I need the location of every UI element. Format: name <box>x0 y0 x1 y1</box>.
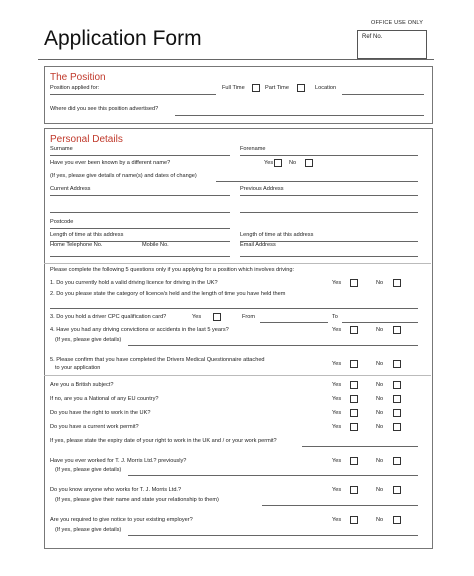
eligibility-divider <box>44 375 431 376</box>
right-to-work-no-checkbox[interactable] <box>393 409 401 417</box>
q1-yes-checkbox[interactable] <box>350 279 358 287</box>
permit-label: Do you have a current work permit? <box>50 424 139 430</box>
q3-to-label: To <box>332 314 338 320</box>
known-yes-checkbox[interactable] <box>274 159 282 167</box>
current-address-label: Current Address <box>50 186 91 192</box>
british-no-label: No <box>376 382 384 388</box>
expiry-field[interactable] <box>302 446 418 447</box>
q4-yes-checkbox[interactable] <box>350 326 358 334</box>
notice-yes-label: Yes <box>332 517 342 523</box>
part-time-label: Part Time <box>265 85 289 91</box>
q3-label: 3. Do you hold a driver CPC qualification card? <box>50 314 167 320</box>
know-detail-label: (If yes, please give their name and state your relationship to them) <box>55 497 219 503</box>
know-yes-label: Yes <box>332 487 342 493</box>
q5-no-label: No <box>376 361 384 367</box>
part-time-checkbox[interactable] <box>297 84 305 92</box>
full-time-label: Full Time <box>222 85 245 91</box>
length-time-label-1: Length of time at this address <box>50 232 124 238</box>
advertised-field[interactable] <box>175 115 424 116</box>
mobile-label: Mobile No. <box>142 242 169 248</box>
notice-label: Are you required to give notice to your existing employer? <box>50 517 193 523</box>
q4-no-checkbox[interactable] <box>393 326 401 334</box>
eu-no-label: No <box>376 396 384 402</box>
know-anyone-label: Do you know anyone who works for T. J. Morris Ltd.? <box>50 487 182 493</box>
notice-no-label: No <box>376 517 384 523</box>
surname-label: Surname <box>50 146 73 152</box>
position-heading: The Position <box>50 72 106 83</box>
postcode-field[interactable] <box>50 228 230 229</box>
ref-no-box[interactable] <box>357 30 427 59</box>
q1-no-label: No <box>376 280 384 286</box>
q4-yes-label: Yes <box>332 327 342 333</box>
known-no-label: No <box>289 160 297 166</box>
know-yes-checkbox[interactable] <box>350 486 358 494</box>
q5-label: 5. Please confirm that you have completed the Drivers Medical Questionnaire attached <box>50 357 265 363</box>
position-applied-label: Position applied for: <box>50 85 100 91</box>
notice-detail-label: (If yes, please give details) <box>55 527 122 533</box>
worked-for-label: Have you ever worked for T. J. Morris Ltd.? previously? <box>50 458 187 464</box>
length-time-label-2: Length of time at this address <box>240 232 314 238</box>
q2-field[interactable] <box>50 308 418 309</box>
worked-yes-label: Yes <box>332 458 342 464</box>
page-title: Application Form <box>44 27 202 50</box>
q4-detail-label: (If yes, please give details) <box>55 337 122 343</box>
q3-from-label: From <box>242 314 256 320</box>
worked-detail-field[interactable] <box>128 475 418 476</box>
q1-no-checkbox[interactable] <box>393 279 401 287</box>
driving-divider <box>44 263 431 264</box>
british-label: Are you a British subject? <box>50 382 114 388</box>
email-label: Email Address <box>240 242 276 248</box>
eu-yes-label: Yes <box>332 396 342 402</box>
q2-label: 2. Do you please state the category of licence/s held and the length of time you have held them <box>50 291 286 297</box>
notice-yes-checkbox[interactable] <box>350 516 358 524</box>
worked-no-label: No <box>376 458 384 464</box>
right-to-work-yes-label: Yes <box>332 410 342 416</box>
advertised-label: Where did you see this position advertised? <box>50 106 159 112</box>
eu-label: If no, are you a National of any EU country? <box>50 396 159 402</box>
known-details-field[interactable] <box>216 181 418 182</box>
personal-heading: Personal Details <box>50 134 123 145</box>
q4-label: 4. Have you had any driving convictions or accidents in the last 5 years? <box>50 327 229 333</box>
q3-yes-checkbox[interactable] <box>213 313 221 321</box>
q1-label: 1. Do you currently hold a valid driving licence for driving in the UK? <box>50 280 218 286</box>
full-time-checkbox[interactable] <box>252 84 260 92</box>
q5-yes-checkbox[interactable] <box>350 360 358 368</box>
q5-no-checkbox[interactable] <box>393 360 401 368</box>
location-field[interactable] <box>342 94 424 95</box>
notice-no-checkbox[interactable] <box>393 516 401 524</box>
worked-no-checkbox[interactable] <box>393 457 401 465</box>
worked-detail-label: (If yes, please give details) <box>55 467 122 473</box>
forename-field[interactable] <box>240 155 418 156</box>
know-no-checkbox[interactable] <box>393 486 401 494</box>
q5-yes-label: Yes <box>332 361 342 367</box>
british-yes-checkbox[interactable] <box>350 381 358 389</box>
known-yes-label: Yes <box>264 160 274 166</box>
expiry-label: If yes, please state the expiry date of your right to work in the UK and / or your work permit? <box>50 438 277 444</box>
permit-no-label: No <box>376 424 384 430</box>
postcode-label: Postcode <box>50 219 74 225</box>
eu-yes-checkbox[interactable] <box>350 395 358 403</box>
q3-to-field[interactable] <box>342 322 418 323</box>
previous-address-line2[interactable] <box>240 212 418 213</box>
q1-yes-label: Yes <box>332 280 342 286</box>
permit-no-checkbox[interactable] <box>393 423 401 431</box>
position-applied-field[interactable] <box>50 94 216 95</box>
surname-field[interactable] <box>50 155 230 156</box>
current-address-field[interactable] <box>50 195 230 196</box>
phone-field[interactable] <box>50 256 230 257</box>
current-address-line2[interactable] <box>50 212 230 213</box>
right-to-work-label: Do you have the right to work in the UK? <box>50 410 151 416</box>
email-field[interactable] <box>240 256 418 257</box>
home-tel-label: Home Telephone No. <box>50 242 103 248</box>
permit-yes-checkbox[interactable] <box>350 423 358 431</box>
know-no-label: No <box>376 487 384 493</box>
british-no-checkbox[interactable] <box>393 381 401 389</box>
british-yes-label: Yes <box>332 382 342 388</box>
known-details-label: (If yes, please give details of name(s) and dates of change) <box>50 173 197 179</box>
q3-from-field[interactable] <box>260 322 328 323</box>
q5-label-2: to your application <box>55 365 101 371</box>
notice-detail-field[interactable] <box>128 535 418 536</box>
office-use-label: OFFICE USE ONLY <box>371 20 424 26</box>
header-rule <box>38 59 434 60</box>
known-as-label: Have you ever been known by a different name? <box>50 160 171 166</box>
q4-detail-field[interactable] <box>128 345 418 346</box>
forename-label: Forename <box>240 146 266 152</box>
ref-no-label: Ref No. <box>362 34 383 40</box>
driving-intro: Please complete the following 5 questions only if you applying for a position which involves driving: <box>50 267 295 273</box>
permit-yes-label: Yes <box>332 424 342 430</box>
right-to-work-no-label: No <box>376 410 384 416</box>
know-detail-field[interactable] <box>262 505 418 506</box>
q4-no-label: No <box>376 327 384 333</box>
location-label: Location <box>315 85 337 91</box>
right-to-work-yes-checkbox[interactable] <box>350 409 358 417</box>
previous-address-label: Previous Address <box>240 186 284 192</box>
previous-address-field[interactable] <box>240 195 418 196</box>
q3-yes-label: Yes <box>192 314 202 320</box>
eu-no-checkbox[interactable] <box>393 395 401 403</box>
known-no-checkbox[interactable] <box>305 159 313 167</box>
worked-yes-checkbox[interactable] <box>350 457 358 465</box>
